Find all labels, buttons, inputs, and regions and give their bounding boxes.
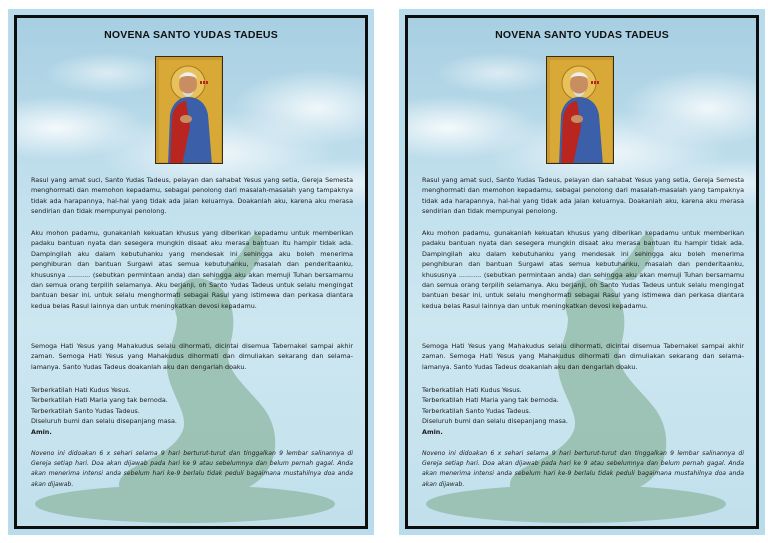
petition-paragraph: Aku mohon padamu, gunakanlah kekuatan khusus yang diberikan kepadamu untuk memberikan padaku bantuan nyata dan sesegera mungkin disaat aku merasa bantuan itu hampir tidak ada. Dampingilah aku dalam kebutuhanku yang mendesak ini sehingga aku boleh menerima penghiburan dan bantuan Surgawi atas semua kebutuhanku, masalah dan penderitaanku, khususnya ........... (sebutkan permintaan anda) dan sehingga aku akan memuji Tuhan bersamamu dan semua orang terpilih selamanya. Aku berjanji, oh Santo Yudas Tadeus untuk selalu mengingat bantuan besar ini, untuk selalu menghormati sebagai Rasul yang istimewa dan perkasa diantara kedua belas Rasul lainnya dan untuk meningkatkan devosi kepadamu. <box>31 229 353 310</box>
blessing-line: Diseluruh bumi dan selalu disepanjang masa. <box>31 417 177 426</box>
blessing-line: Terberkatilah Santo Yudas Tadeus. <box>422 406 531 415</box>
amen-text: Amin. <box>31 427 52 436</box>
blessing-line: Terberkatilah Hati Kudus Yesus. <box>422 386 522 394</box>
page-title: NOVENA SANTO YUDAS TADEUS <box>104 29 278 41</box>
page-frame <box>405 15 759 529</box>
closing-blessings <box>422 385 744 437</box>
blessing-line: Terberkatilah Hati Kudus Yesus. <box>31 386 131 394</box>
opening-paragraph: Rasul yang amat suci, Santo Yudas Tadeus, pelayan dan sahabat Yesus yang setia, Gereja Semesta menghormati dan memohon kepadamu, sebagai penolong dari masalah-masalah yang tampaknya tidak ada harapannya, hal-hal yang tidak ada jalan keluarnya. Doakanlah aku, karena aku merasa sendirian dan tidak mempunyai penolong. <box>31 176 353 216</box>
novena-instructions: Noveno ini didoakan 6 x sehari selama 9 hari berturut-turut dan tinggalkan 9 lembar salinannya di Gereja setiap hari. Doa akan dijawab pada hari ke 9 atau sebelumnya dan belum pernah gagal. Anda akan menerima intensi anda sebelum hari ke-9 berlalu tidak peduli bagaimana mustahilnya doa anda akan dijawab. <box>422 450 744 488</box>
novena-page-left <box>8 9 374 535</box>
petition-paragraph: Aku mohon padamu, gunakanlah kekuatan khusus yang diberikan kepadamu untuk memberikan padaku bantuan nyata dan sesegera mungkin disaat aku merasa bantuan itu hampir tidak ada. Dampingilah aku dalam kebutuhanku yang mendesak ini sehingga aku boleh menerima penghiburan dan bantuan Surgawi atas semua kebutuhanku, masalah dan penderitaanku, khususnya ........... (sebutkan permintaan anda) dan sehingga aku akan memuji Tuhan bersamamu dan semua orang terpilih selamanya. Aku berjanji, oh Santo Yudas Tadeus untuk selalu mengingat bantuan besar ini, untuk selalu menghormati sebagai Rasul yang istimewa dan perkasa diantara kedua belas Rasul lainnya dan untuk meningkatkan devosi kepadamu. <box>422 229 744 310</box>
page-frame <box>14 15 368 529</box>
sacred-heart-paragraph: Semoga Hati Yesus yang Mahakudus selalu dihormati, dicintai disemua Tabernakel sampai akhir zaman. Semoga Hati Yesus yang Mahakudus dihormati dan dimuliakan sekarang dan selama-lamanya. Santo Yudas Tadeus doakanlah aku dan dengarlah doaku. <box>422 342 744 371</box>
saint-jude-icon <box>155 56 223 164</box>
opening-paragraph: Rasul yang amat suci, Santo Yudas Tadeus, pelayan dan sahabat Yesus yang setia, Gereja Semesta menghormati dan memohon kepadamu, sebagai penolong dari masalah-masalah yang tampaknya tidak ada harapannya, hal-hal yang tidak ada jalan keluarnya. Doakanlah aku, karena aku merasa sendirian dan tidak mempunyai penolong. <box>422 176 744 216</box>
amen-text: Amin. <box>422 427 443 436</box>
page-title: NOVENA SANTO YUDAS TADEUS <box>495 29 669 41</box>
novena-instructions: Noveno ini didoakan 6 x sehari selama 9 hari berturut-turut dan tinggalkan 9 lembar salinannya di Gereja setiap hari. Doa akan dijawab pada hari ke 9 atau sebelumnya dan belum pernah gagal. Anda akan menerima intensi anda sebelum hari ke-9 berlalu tidak peduli bagaimana mustahilnya doa anda akan dijawab. <box>31 450 353 488</box>
novena-page-right <box>399 9 765 535</box>
blessing-line: Terberkatilah Hati Maria yang tak bernoda. <box>422 396 559 405</box>
blessing-line: Diseluruh bumi dan selalu disepanjang masa. <box>422 417 568 426</box>
blessing-line: Terberkatilah Hati Maria yang tak bernoda. <box>31 396 168 405</box>
closing-blessings <box>31 385 353 437</box>
saint-jude-icon <box>546 56 614 164</box>
sacred-heart-paragraph: Semoga Hati Yesus yang Mahakudus selalu dihormati, dicintai disemua Tabernakel sampai akhir zaman. Semoga Hati Yesus yang Mahakudus dihormati dan dimuliakan sekarang dan selama-lamanya. Santo Yudas Tadeus doakanlah aku dan dengarlah doaku. <box>31 342 353 371</box>
blessing-line: Terberkatilah Santo Yudas Tadeus. <box>31 406 140 415</box>
